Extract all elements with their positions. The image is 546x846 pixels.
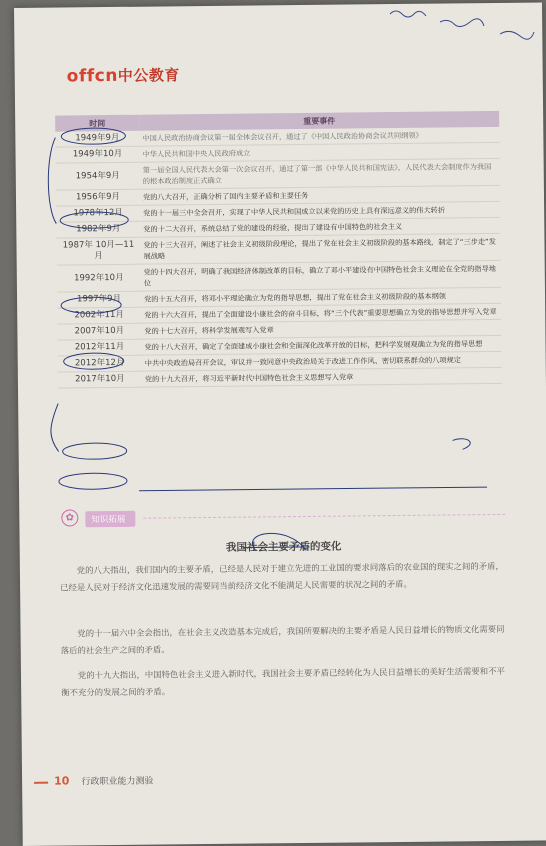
circle-mark bbox=[59, 473, 127, 490]
event-date: 1954年9月 bbox=[56, 162, 140, 190]
paragraph-3: 党的十九大指出，中国特色社会主义进入新时代，我国社会主要矛盾已经转化为人民日益增长的美好生活需要和不平衡不充分的发展之间的矛盾。 bbox=[61, 665, 505, 698]
event-date: 2007年10月 bbox=[57, 323, 141, 340]
event-description: 中共中央政治局召开会议，审议并一致同意中央政治局关于改进工作作风、密切联系群众的八项规定 bbox=[142, 351, 502, 371]
event-description: 党的十五大召开，将邓小平理论确立为党的指导思想，提出了党在社会主义初级阶段的基本纲领 bbox=[141, 287, 501, 307]
event-description: 党的十三大召开，阐述了社会主义初级阶段理论，提出了党在社会主义初级阶段的基本路线，制定了“三步走”发展战略 bbox=[140, 233, 500, 264]
lightbulb-icon: ✿ bbox=[61, 509, 78, 526]
event-date: 1982年9月 bbox=[56, 221, 140, 238]
brand-logo bbox=[67, 64, 180, 86]
event-date: 2017年10月 bbox=[58, 371, 142, 388]
paragraph-2: 党的十一届六中全会指出，在社会主义改造基本完成后，我国所要解决的主要矛盾是人民日益增长的物质文化需要同落后的社会生产之间的矛盾。 bbox=[60, 623, 505, 656]
event-date: 1956年9月 bbox=[56, 189, 140, 206]
event-date: 2012年11月 bbox=[57, 339, 141, 356]
table-row bbox=[58, 367, 502, 388]
event-date: 2002年11月 bbox=[57, 307, 141, 324]
divider bbox=[143, 514, 505, 519]
header-time: 时间 bbox=[55, 115, 139, 132]
book-title: 行政职业能力测验 bbox=[81, 776, 154, 788]
paragraph-1: 党的八大指出，我们国内的主要矛盾，已经是人民对于建立先进的工业国的要求同落后的农业国的现实之间的矛盾，已经是人民对于经济文化迅速发展的需要同当前经济文化不能满足人民需要的状况之间的矛盾。 bbox=[60, 560, 504, 593]
event-date: 1987年 10月—11月 bbox=[56, 237, 140, 265]
underline-mark bbox=[139, 487, 487, 491]
book-page bbox=[14, 2, 546, 845]
event-description: 党的十七大召开，将科学发展观写入党章 bbox=[141, 319, 501, 339]
page-number: 10 bbox=[54, 774, 70, 788]
logo-brand: offcn bbox=[66, 65, 118, 87]
page-footer bbox=[34, 774, 153, 788]
circle-mark bbox=[63, 443, 127, 460]
event-date: 1949年10月 bbox=[55, 146, 139, 163]
bracket-mark bbox=[51, 404, 59, 452]
event-description: 党的十六大召开，提出了全面建设小康社会的奋斗目标，将“三个代表”重要思想确立为党的指导思想并写入党章 bbox=[141, 303, 501, 323]
event-date: 1978年12月 bbox=[56, 205, 140, 222]
event-description: 第一届全国人民代表大会第一次会议召开，通过了第一部《中华人民共和国宪法》，人民代表大会制度作为我国的根本政治制度正式确立 bbox=[140, 158, 500, 189]
event-description: 党的十八大召开，确定了全面建成小康社会和全面深化改革开放的目标，把科学发展观确立为党的指导思想 bbox=[141, 335, 501, 355]
event-description: 党的十九大召开，将习近平新时代中国特色社会主义思想写入党章 bbox=[142, 367, 502, 387]
event-description: 党的十二大召开，系统总结了党的建设的经验，提出了建设有中国特色的社会主义 bbox=[140, 217, 500, 237]
handwriting-scribble bbox=[380, 4, 540, 44]
events-table bbox=[55, 111, 502, 389]
knowledge-banner bbox=[59, 505, 505, 528]
event-description: 中国人民政治协商会议第一届全体会议召开，通过了《中国人民政治协商会议共同纲领》 bbox=[139, 127, 499, 146]
logo-name: 中公教育 bbox=[117, 66, 180, 85]
section-title: 我国社会主要矛盾的变化 bbox=[225, 540, 342, 554]
event-description: 中华人民共和国中央人民政府成立 bbox=[139, 142, 499, 162]
event-description: 党的八大召开，正确分析了国内主要矛盾和主要任务 bbox=[140, 185, 500, 205]
footer-bar bbox=[34, 781, 48, 783]
event-date: 2012年12月 bbox=[58, 355, 142, 372]
event-date: 1949年9月 bbox=[55, 131, 139, 147]
table-body bbox=[55, 127, 502, 388]
header-event: 重要事件 bbox=[139, 111, 499, 131]
event-description: 党的十一届三中全会召开，实现了中华人民共和国成立以来党的历史上具有深远意义的伟大转折 bbox=[140, 201, 500, 221]
knowledge-tag: 知识拓展 bbox=[85, 511, 135, 528]
event-date: 1997年9月 bbox=[57, 291, 141, 308]
event-date: 1992年10月 bbox=[57, 264, 141, 292]
circle-mark bbox=[453, 439, 471, 450]
event-description: 党的十四大召开，明确了我国经济体制改革的目标，确立了邓小平建设有中国特色社会主义理论在全党的指导地位 bbox=[141, 260, 501, 291]
